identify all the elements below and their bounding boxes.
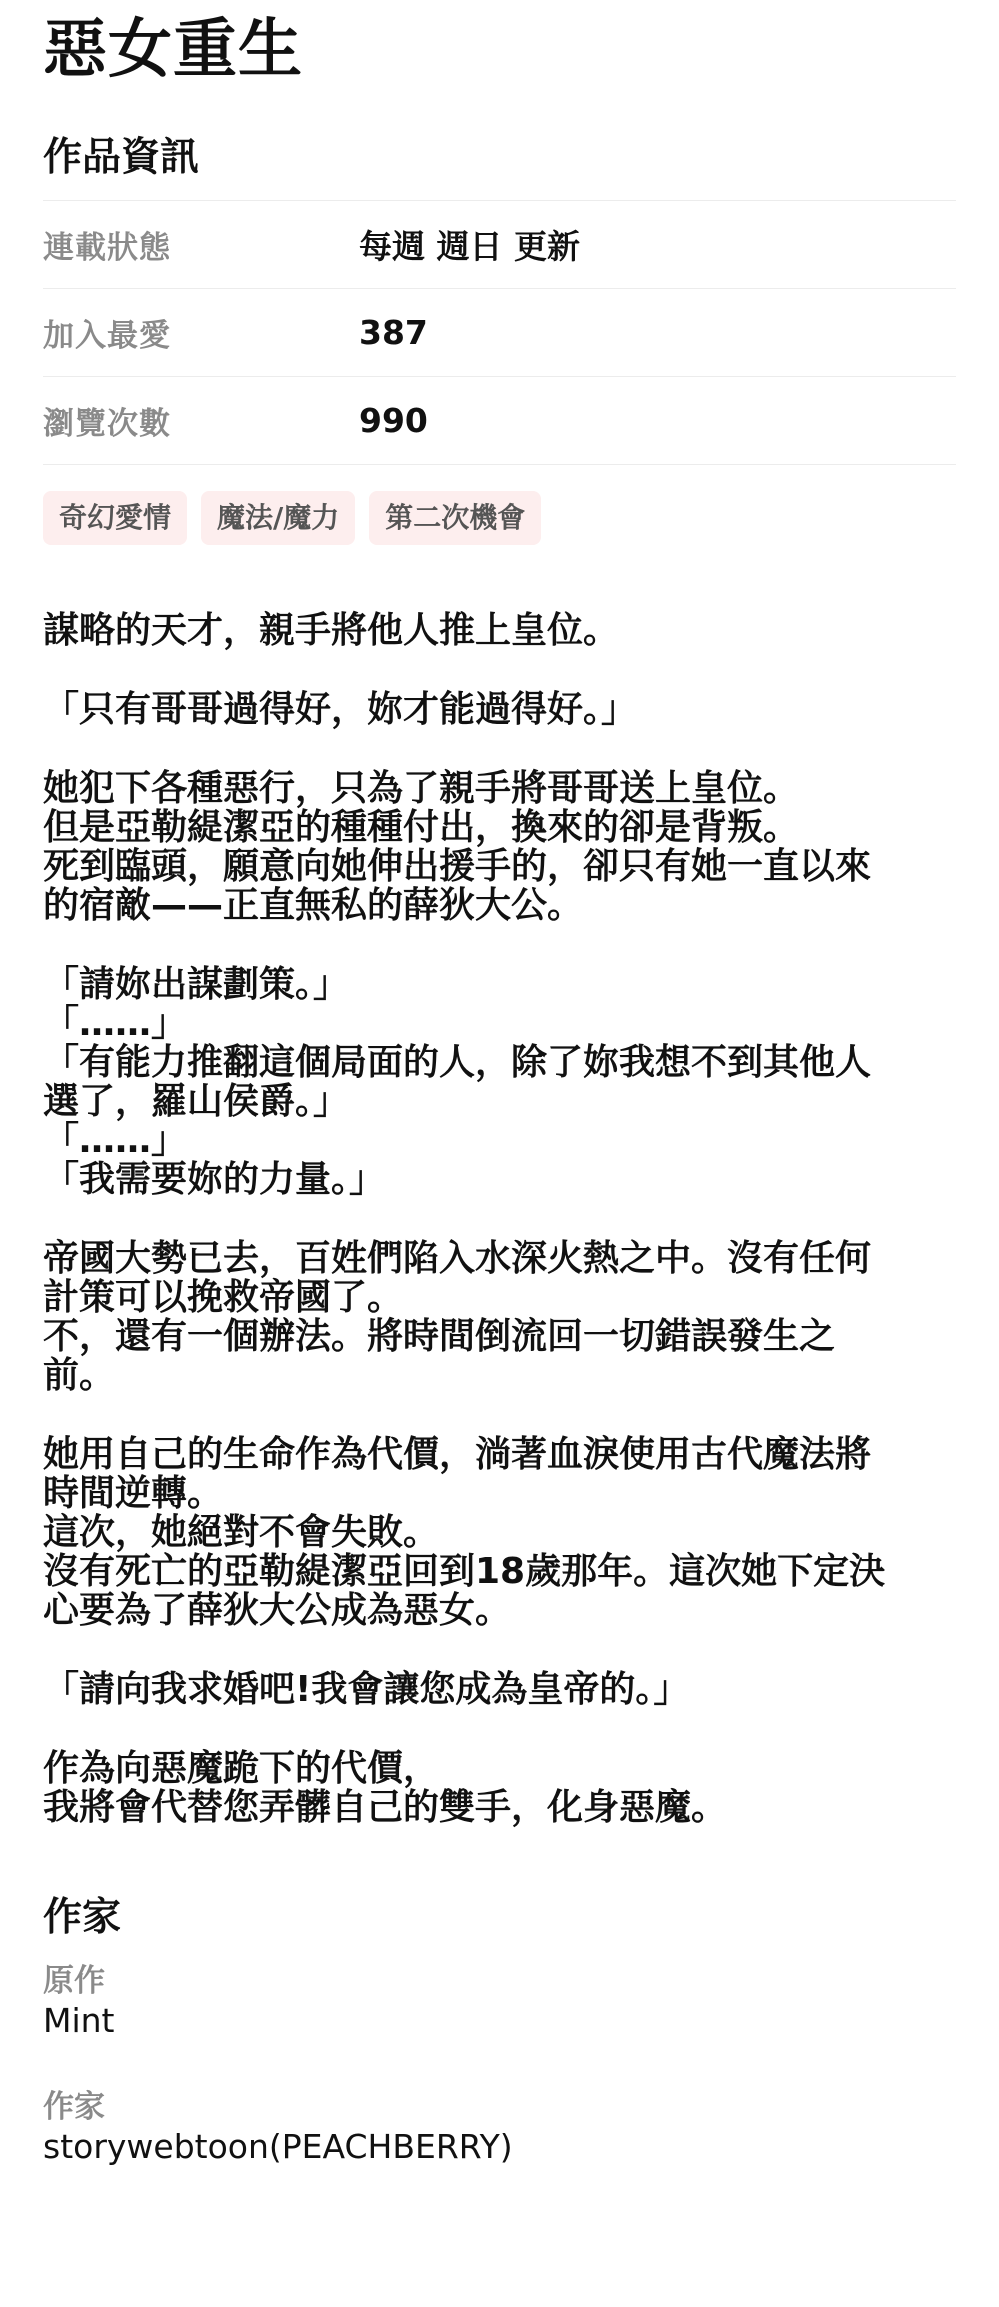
synopsis-line: 我將會代替您弄髒自己的雙手，化身惡魔。 [43,1787,728,1828]
views-count: 990 [359,401,428,440]
info-table [43,200,956,465]
author-section-heading: 作家 [43,1895,122,1940]
synopsis [43,611,943,1827]
synopsis-paragraph [43,769,943,925]
synopsis-line: 選了，羅山侯爵。」 [43,1081,350,1122]
synopsis-line: 謀略的天才，親手將他人推上皇位。 [43,610,620,651]
genre-tags [43,491,956,545]
status-label: 連載狀態 [43,230,171,266]
views-label: 瀏覽次數 [43,406,171,442]
synopsis-line: 沒有死亡的亞勒緹潔亞回到18歲那年。這次她下定決 [43,1551,886,1592]
synopsis-line: 「我需要妳的力量。」 [43,1159,386,1200]
original-author-label: 原作 [43,1963,105,1999]
tag-magic[interactable]: 魔法/魔力 [201,491,355,545]
info-section-heading: 作品資訊 [43,135,200,180]
synopsis-line: 時間逆轉。 [43,1473,224,1514]
synopsis-line: 她用自己的生命作為代價，淌著血淚使用古代魔法將 [43,1434,872,1475]
author-section [43,1892,956,2168]
favorites-label: 加入最愛 [43,318,171,354]
original-author-block [43,1962,956,2042]
synopsis-paragraph [43,1435,943,1630]
synopsis-line: 帝國大勢已去，百姓們陷入水深火熱之中。沒有任何 [43,1238,872,1279]
synopsis-paragraph [43,1239,943,1395]
synopsis-line: 「只有哥哥過得好，妳才能過得好。」 [43,689,638,730]
synopsis-line: 「請向我求婚吧!我會讓您成為皇帝的。」 [43,1669,690,1710]
synopsis-line: 心要為了薛狄大公成為惡女。 [43,1590,512,1631]
info-row-status [43,201,956,289]
synopsis-line: 但是亞勒緹潔亞的種種付出，換來的卻是背叛。 [43,807,800,848]
artist-name[interactable]: storywebtoon(PEACHBERRY) [43,2127,513,2166]
artist-block [43,2088,956,2168]
info-row-favorites [43,289,956,377]
synopsis-paragraph [43,690,943,729]
synopsis-line: 「有能力推翻這個局面的人，除了妳我想不到其他人 [43,1042,872,1083]
synopsis-paragraph [43,965,943,1199]
synopsis-line: 「……」 [43,1003,188,1044]
tag-second-chance[interactable]: 第二次機會 [369,491,541,545]
synopsis-line: 不，還有一個辦法。將時間倒流回一切錯誤發生之 [43,1316,836,1357]
synopsis-line: 作為向惡魔跪下的代價， [43,1748,440,1789]
synopsis-line: 死到臨頭，願意向她伸出援手的，卻只有她一直以來 [43,846,872,887]
original-author-name[interactable]: Mint [43,2001,115,2040]
synopsis-line: 前。 [43,1355,116,1396]
artist-label: 作家 [43,2089,105,2125]
synopsis-line: 計策可以挽救帝國了。 [43,1277,404,1318]
info-row-views [43,377,956,465]
work-title: 惡女重生 [43,13,303,87]
favorites-count: 387 [359,313,428,352]
synopsis-line: 這次，她絕對不會失敗。 [43,1512,440,1553]
synopsis-line: 「……」 [43,1120,188,1161]
synopsis-line: 「請妳出謀劃策。」 [43,964,350,1005]
synopsis-paragraph [43,1670,943,1709]
tag-fantasy-romance[interactable]: 奇幻愛情 [43,491,187,545]
synopsis-line: 的宿敵——正直無私的薛狄大公。 [43,885,584,926]
synopsis-paragraph [43,611,943,650]
synopsis-line: 她犯下各種惡行，只為了親手將哥哥送上皇位。 [43,768,800,809]
status-value: 每週 週日 更新 [359,227,580,266]
synopsis-paragraph [43,1749,943,1827]
